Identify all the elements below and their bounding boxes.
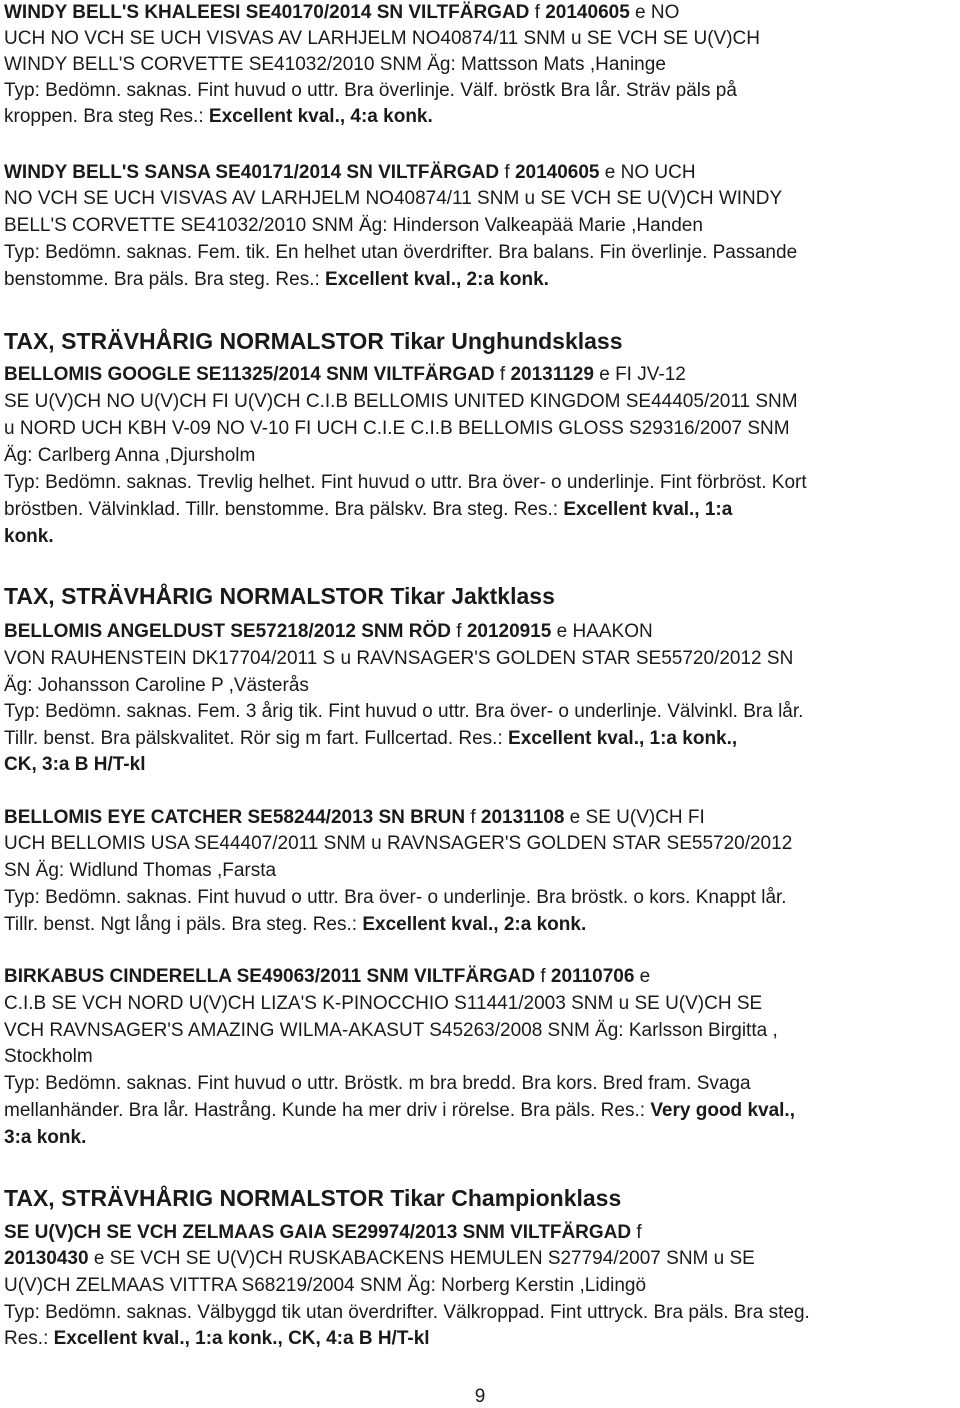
text-span: UCH NO VCH SE UCH VISVAS AV LARHJELM NO40874/11 SNM u SE VCH SE U(V)CH: [4, 28, 760, 49]
text-span: f: [450, 621, 467, 642]
result: 3:a konk.: [4, 1127, 87, 1148]
entry-line: [4, 1098, 795, 1124]
dog-name: BELLOMIS GOOGLE SE11325/2014 SNM VILTFÄRGAD: [4, 364, 495, 385]
text-span: f: [529, 2, 546, 23]
text-span: Typ: Bedömn. saknas. Fem. 3 årig tik. Fint huvud o uttr. Bra över- o underlinje. Välvinkl. Bra lår.: [4, 701, 804, 722]
text-span: Typ: Bedömn. saknas. Välbyggd tik utan överdrifter. Välkroppad. Fint uttryck. Bra päls. Bra steg.: [4, 1302, 810, 1323]
entry-line: [4, 831, 792, 857]
page-number: 9: [474, 1386, 486, 1407]
entry-line: [4, 389, 798, 415]
entry-line: [4, 1071, 751, 1097]
result: Excellent kval., 1:a konk.,: [508, 728, 738, 749]
class-heading: TAX, STRÄVHÅRIG NORMALSTOR Tikar Jaktklass: [4, 583, 555, 609]
text-span: e FI JV-12: [593, 364, 686, 385]
text-span: e: [634, 966, 651, 987]
entry-line: [4, 213, 703, 239]
entry-line: [4, 805, 705, 831]
text-span: Typ: Bedömn. saknas. Fem. tik. En helhet utan överdrifter. Bra balans. Fin överlinje. Passande: [4, 242, 798, 263]
dog-name: SE U(V)CH SE VCH ZELMAAS GAIA SE29974/2013 SNM VILTFÄRGAD: [4, 1222, 632, 1243]
text-span: SN Äg: Widlund Thomas ,Farsta: [4, 860, 277, 881]
text-span: f: [494, 364, 511, 385]
birth-date: 20140605: [514, 162, 600, 183]
text-span: VCH RAVNSAGER'S AMAZING WILMA-AKASUT S45263/2008 SNM Äg: Karlsson Birgitta ,: [4, 1020, 778, 1041]
entry-line: [4, 0, 679, 26]
birth-date: 20131129: [510, 364, 594, 385]
text-span: Typ: Bedömn. saknas. Fint huvud o uttr. Bröstk. m bra bredd. Bra kors. Bred fram. Svaga: [4, 1073, 751, 1094]
text-span: SE U(V)CH NO U(V)CH FI U(V)CH C.I.B BELLOMIS UNITED KINGDOM SE44405/2011 SNM: [4, 391, 798, 412]
entry-line: [4, 1018, 778, 1044]
result: konk.: [4, 526, 54, 547]
entry-line: [4, 104, 433, 130]
text-span: Tillr. benst. Bra pälskvalitet. Rör sig m fart. Fullcertad. Res.:: [4, 728, 509, 749]
class-heading: TAX, STRÄVHÅRIG NORMALSTOR Tikar Championklass: [4, 1185, 622, 1211]
text-span: f: [631, 1222, 642, 1243]
entry-line: [4, 186, 782, 212]
text-span: f: [499, 162, 515, 183]
entry-line: [4, 964, 650, 990]
result: Very good kval.,: [650, 1100, 795, 1121]
text-span: f: [465, 807, 481, 828]
entry-line: [4, 1246, 755, 1272]
entry-line: [4, 752, 145, 778]
result: Excellent kval., 1:a konk., CK, 4:a B H/T-kl: [53, 1328, 430, 1349]
text-span: Typ: Bedömn. saknas. Trevlig helhet. Fint huvud o uttr. Bra över- o underlinje. Fint förbröst. Kort: [4, 472, 807, 493]
result: Excellent kval., 4:a konk.: [208, 106, 433, 127]
entry-line: [4, 240, 797, 266]
entry-line: [4, 78, 737, 104]
text-span: UCH BELLOMIS USA SE44407/2011 SNM u RAVNSAGER'S GOLDEN STAR SE55720/2012: [4, 833, 793, 854]
dog-name: BELLOMIS ANGELDUST SE57218/2012 SNM RÖD: [4, 621, 451, 642]
entry-line: [4, 646, 793, 672]
dog-name: BELLOMIS EYE CATCHER SE58244/2013 SN BRUN: [4, 807, 466, 828]
birth-date: 20120915: [466, 621, 552, 642]
text-span: f: [535, 966, 551, 987]
entry-line: [4, 470, 807, 496]
entry-line: [4, 885, 787, 911]
birth-date: 20140605: [545, 2, 630, 23]
text-span: VON RAUHENSTEIN DK17704/2011 S u RAVNSAGER'S GOLDEN STAR SE55720/2012 SN: [4, 648, 794, 669]
text-span: e SE U(V)CH FI: [564, 807, 705, 828]
text-span: e SE VCH SE U(V)CH RUSKABACKENS HEMULEN S27794/2007 SNM u SE: [88, 1248, 755, 1269]
text-span: e NO: [629, 2, 680, 23]
entry-line: [4, 1273, 646, 1299]
text-span: BELL'S CORVETTE SE41032/2010 SNM Äg: Hinderson Valkeapää Marie ,Handen: [4, 215, 703, 236]
text-span: Typ: Bedömn. saknas. Fint huvud o uttr. Bra överlinje. Välf. bröstk Bra lår. Sträv päls på: [4, 80, 737, 101]
entry-line: [4, 1044, 93, 1070]
entry-line: [4, 26, 760, 52]
text-span: Typ: Bedömn. saknas. Fint huvud o uttr. Bra över- o underlinje. Bra bröstk. o kors. Knappt lår.: [4, 887, 787, 908]
entry-line: [4, 160, 696, 186]
dog-name: BIRKABUS CINDERELLA SE49063/2011 SNM VILTFÄRGAD: [4, 966, 536, 987]
text-span: Äg: Johansson Caroline P ,Västerås: [4, 675, 309, 696]
text-span: Res.:: [4, 1328, 54, 1349]
entry-line: [4, 52, 666, 78]
entry-line: [4, 619, 653, 645]
entry-line: [4, 524, 54, 550]
dog-name: WINDY BELL'S KHALEESI SE40170/2014 SN VILTFÄRGAD: [4, 2, 530, 23]
result: CK, 3:a B H/T-kl: [4, 754, 146, 775]
text-span: WINDY BELL'S CORVETTE SE41032/2010 SNM Äg: Mattsson Mats ,Haninge: [4, 54, 666, 75]
text-span: e NO UCH: [599, 162, 696, 183]
text-span: benstomme. Bra päls. Bra steg. Res.:: [4, 269, 326, 290]
text-span: e HAAKON: [551, 621, 653, 642]
birth-date: 20130430: [4, 1248, 89, 1269]
entry-line: [4, 673, 309, 699]
entry-line: [4, 726, 737, 752]
entry-line: [4, 1300, 810, 1326]
entry-line: [4, 1220, 642, 1246]
entry-line: [4, 443, 255, 469]
text-span: Äg: Carlberg Anna ,Djursholm: [4, 445, 256, 466]
text-span: C.I.B SE VCH NORD U(V)CH LIZA'S K-PINOCCHIO S11441/2003 SNM u SE U(V)CH SE: [4, 993, 763, 1014]
entry-line: [4, 362, 686, 388]
text-span: Tillr. benst. Ngt lång i päls. Bra steg. Res.:: [4, 914, 363, 935]
text-span: u NORD UCH KBH V-09 NO V-10 FI UCH C.I.E C.I.B BELLOMIS GLOSS S29316/2007 SNM: [4, 418, 790, 439]
entry-line: [4, 1125, 86, 1151]
text-span: U(V)CH ZELMAAS VITTRA S68219/2004 SNM Äg: Norberg Kerstin ,Lidingö: [4, 1275, 647, 1296]
result: Excellent kval., 1:a: [563, 499, 733, 520]
birth-date: 20110706: [550, 966, 635, 987]
text-span: kroppen. Bra steg Res.:: [4, 106, 209, 127]
text-span: Stockholm: [4, 1046, 93, 1067]
entry-line: [4, 267, 549, 293]
entry-line: [4, 416, 790, 442]
entry-line: [4, 497, 732, 523]
dog-name: WINDY BELL'S SANSA SE40171/2014 SN VILTFÄRGAD: [4, 162, 500, 183]
text-span: mellanhänder. Bra lår. Hastrång. Kunde ha mer driv i rörelse. Bra päls. Res.:: [4, 1100, 651, 1121]
class-heading: TAX, STRÄVHÅRIG NORMALSTOR Tikar Unghundsklass: [4, 328, 623, 354]
entry-line: [4, 858, 276, 884]
entry-line: [4, 1326, 430, 1352]
entry-line: [4, 699, 803, 725]
result: Excellent kval., 2:a konk.: [362, 914, 587, 935]
result: Excellent kval., 2:a konk.: [325, 269, 549, 290]
text-span: bröstben. Välvinklad. Tillr. benstomme. Bra pälskv. Bra steg. Res.:: [4, 499, 564, 520]
entry-line: [4, 912, 586, 938]
entry-line: [4, 991, 762, 1017]
text-span: NO VCH SE UCH VISVAS AV LARHJELM NO40874/11 SNM u SE VCH SE U(V)CH WINDY: [4, 188, 783, 209]
birth-date: 20131108: [480, 807, 565, 828]
